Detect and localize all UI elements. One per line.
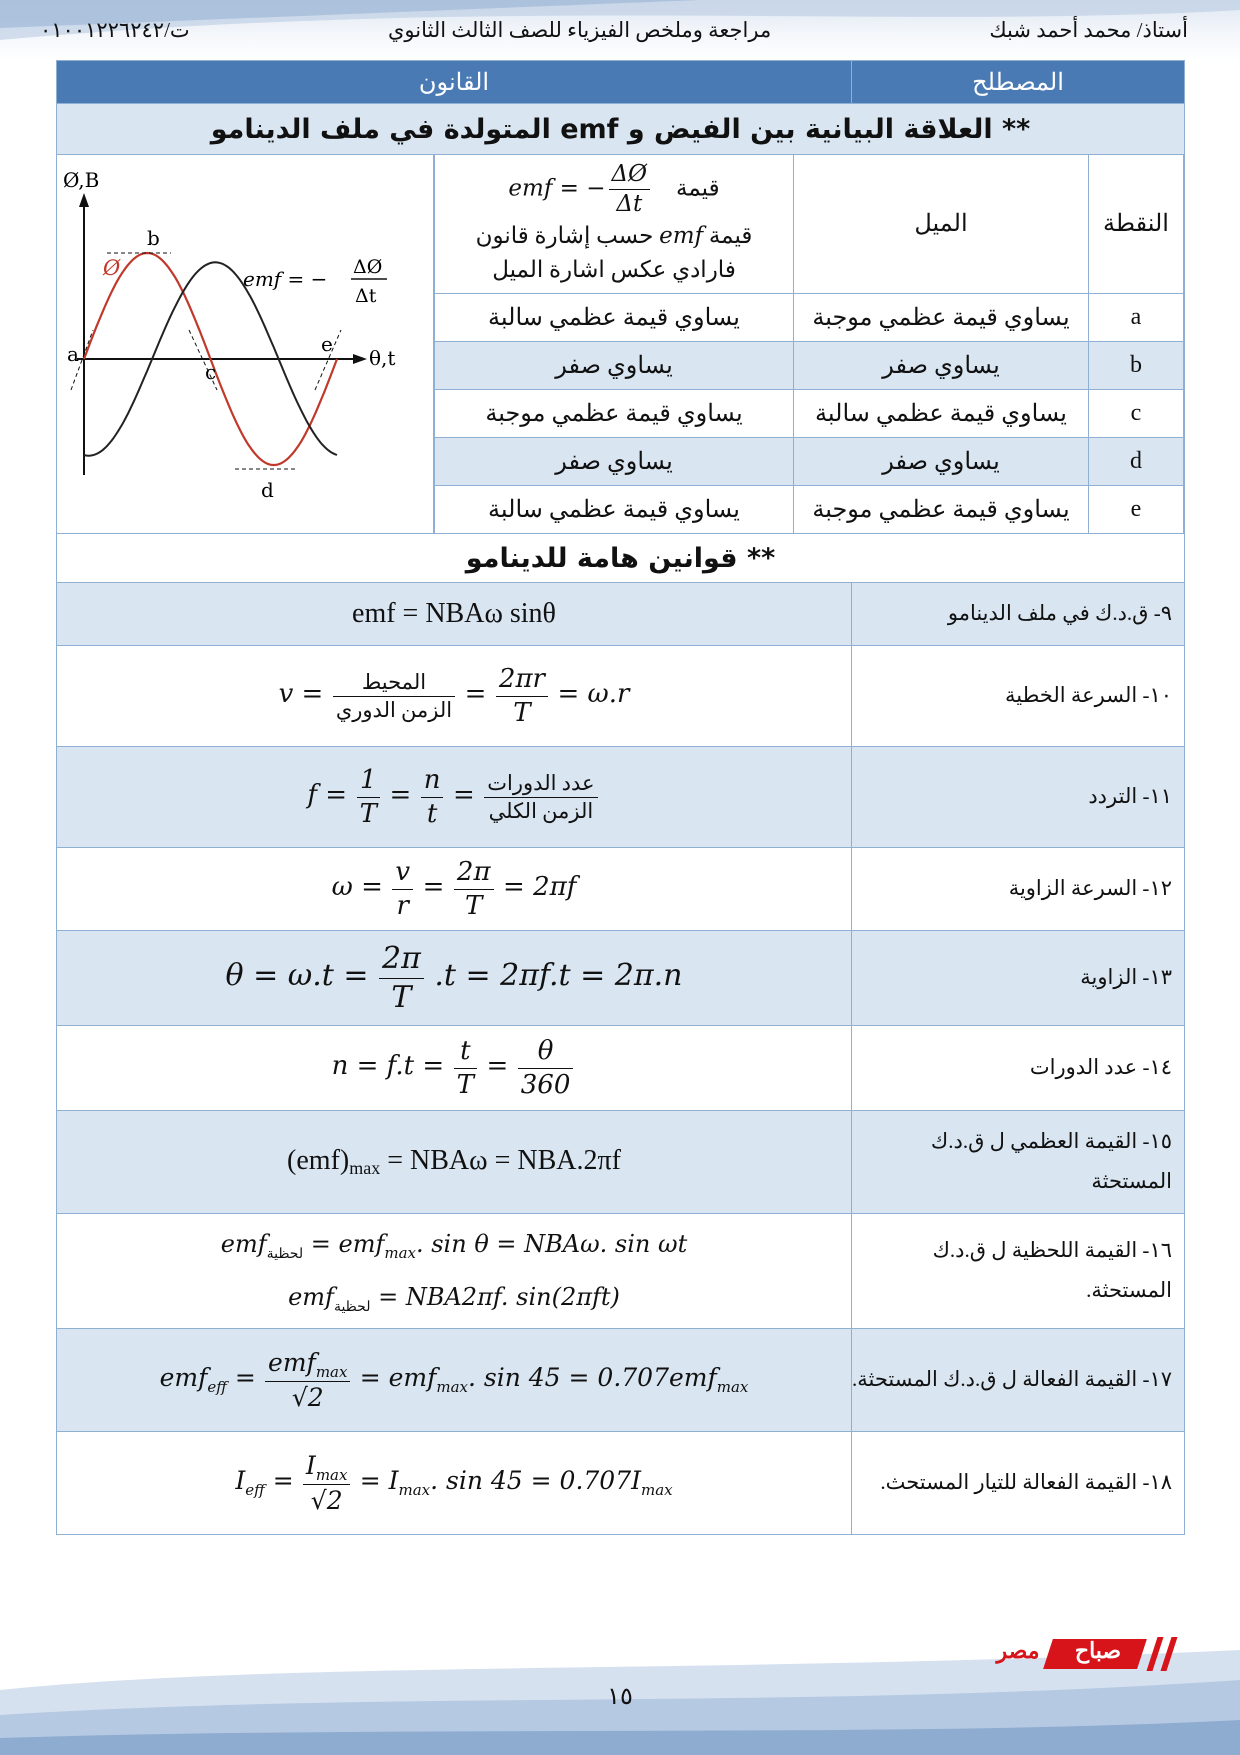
section1-title: ** العلاقة البيانية بين الفيض و emf المتولدة في ملف الدينامو [57,104,1185,155]
row-d-emf: يساوي صفر [435,437,794,485]
points-table-header [435,155,1184,293]
point-column-header: النقطة [1089,155,1184,293]
table-header-row [57,61,1185,104]
law-9-formula: emf = NBAω sinθ [57,583,852,646]
row-a-emf: يساوي قيمة عظمي سالبة [435,293,794,341]
emf-label-den: Δt [355,285,377,307]
emf-label-num: ΔØ [353,256,383,278]
law-13-formula: θ = ω.t = $\frac{2\pi}{T}$ .t = 2πf.t = 2π.n [57,931,852,1026]
emf-note-word: قيمة [708,222,753,248]
law-17-term: ١٧- القيمة الفعالة ل ق.د.ك المستحثة. [852,1329,1185,1432]
slope-column-header: الميل [794,155,1089,293]
point-d-label: d [261,478,274,502]
law-13-term: ١٣- الزاوية [852,931,1185,1026]
emf-note-rule: حسب إشارة قانون [475,222,654,248]
emf-column-header [435,155,794,293]
law-16-term: ١٦- القيمة اللحظية ل ق.د.ك المستحثة. [852,1214,1185,1329]
x-axis-label: θ,t [369,346,396,370]
col-header-law: القانون [57,61,852,104]
law-row-18 [57,1432,1185,1535]
law-row-13 [57,931,1185,1026]
row-b-point: b [1089,341,1184,389]
table-row [435,293,1184,341]
emf-formula: emf = − $\frac{\Delta Ø}{\Delta t}$ [508,160,653,219]
logo-bar-2 [1160,1637,1177,1671]
table-row [435,389,1184,437]
law-row-17 [57,1329,1185,1432]
row-a-slope: يساوي قيمة عظمي موجبة [794,293,1089,341]
law-row-11 [57,747,1185,848]
point-c-label: c [205,360,217,384]
row-b-slope: يساوي صفر [794,341,1089,389]
table-row [435,437,1184,485]
row-e-slope: يساوي قيمة عظمي موجبة [794,486,1089,533]
law-row-9 [57,583,1185,646]
law-10-formula: v = $\frac{\text{المحيط}}{\text{الزمن الدوري}}$ = $\frac{2\pi r}{T}$ = ω.r [57,646,852,747]
row-e-emf: يساوي قيمة عظمي سالبة [435,486,794,533]
law-row-15 [57,1111,1185,1214]
row-c-slope: يساوي قيمة عظمي سالبة [794,389,1089,437]
table-row [435,341,1184,389]
points-table [434,155,1184,533]
law-15-term: ١٥- القيمة العظمي ل ق.د.ك المستحثة [852,1111,1185,1214]
law-12-term: ١٢- السرعة الزاوية [852,848,1185,931]
physics-laws-table [56,60,1185,1535]
row-c-point: c [1089,389,1184,437]
law-row-10 [57,646,1185,747]
point-a-label: a [67,342,79,366]
graph-svg [57,155,433,533]
table-row [435,486,1184,533]
emf-value-word: قيمة [676,175,720,201]
flux-label: Ø [103,256,121,280]
section2-title: ** قوانين هامة للدينامو [57,534,1185,583]
point-e-label: e [321,332,333,356]
law-11-term: ١١- التردد [852,747,1185,848]
teacher-name: أستاذ/ محمد أحمد شبك [989,18,1188,42]
row-b-emf: يساوي صفر [435,341,794,389]
law-11-formula: f = $\frac{1}{T}$ = $\frac{n}{t}$ = $\frac{\text{عدد الدورات}}{\text{الزمن الكلي}}$ [57,747,852,848]
sabah-masr-logo [990,1636,1190,1672]
law-row-12 [57,848,1185,931]
row-e-point: e [1089,486,1184,533]
law-18-term: ١٨- القيمة الفعالة للتيار المستحث. [852,1432,1185,1535]
law-12-formula: ω = $\frac{v}{r}$ = $\frac{2\pi}{T}$ = 2πf [57,848,852,931]
law-14-formula: n = f.t = $\frac{t}{T}$ = $\frac{\theta}{360}$ [57,1026,852,1111]
law-row-16 [57,1214,1185,1329]
row-a-point: a [1089,293,1184,341]
law-17-formula: emf$_{eff}$ = $\frac{emf_{max}}{√2}$ = emf$_{max}$. sin 45 = 0.707emf$_{max}$ [57,1329,852,1432]
doc-title: مراجعة وملخص الفيزياء للصف الثالث الثانوي [388,18,772,42]
section1-title-row [57,104,1185,155]
law-row-14 [57,1026,1185,1111]
point-b-label: b [147,226,160,250]
law-10-term: ١٠- السرعة الخطية [852,646,1185,747]
law-9-term: ٩- ق.د.ك في ملف الدينامو [852,583,1185,646]
law-14-term: ١٤- عدد الدورات [852,1026,1185,1111]
row-c-emf: يساوي قيمة عظمي موجبة [435,389,794,437]
logo-main-text: صباح [1074,1638,1122,1663]
emf-note-faraday: فارادي عكس اشارة الميل [492,257,736,282]
emf-note-emf: emf [659,222,704,249]
flux-emf-graph [57,155,434,533]
section2-title-row [57,534,1185,583]
phone-number: ت/٠١٠٠١٢٢٦٢٤٢ [40,18,190,42]
col-header-term: المصطلح [852,61,1185,104]
law-18-formula: $I_{eff}$ = $\frac{I_{max}}{√2}$ = $I_{max}$. $\sin 45 = 0.707I_{max}$ [57,1432,852,1535]
law-15-formula: (emf)max = NBAω = NBA.2πf [57,1111,852,1214]
emf-label: emf = − [243,267,328,291]
row-d-slope: يساوي صفر [794,437,1089,485]
row-d-point: d [1089,437,1184,485]
law-16-formula: emf$_{لحظية}$ = emf$_{max}$. sin θ = NBAω. sin ωt emf$_{لحظية}$ = NBA2πf. sin(2πft) [57,1214,852,1329]
y-axis-label: Ø,B [63,168,100,192]
page-number: ١٥ [607,1684,633,1710]
graph-row [57,155,1185,534]
logo-side-text: مصر [996,1638,1040,1663]
